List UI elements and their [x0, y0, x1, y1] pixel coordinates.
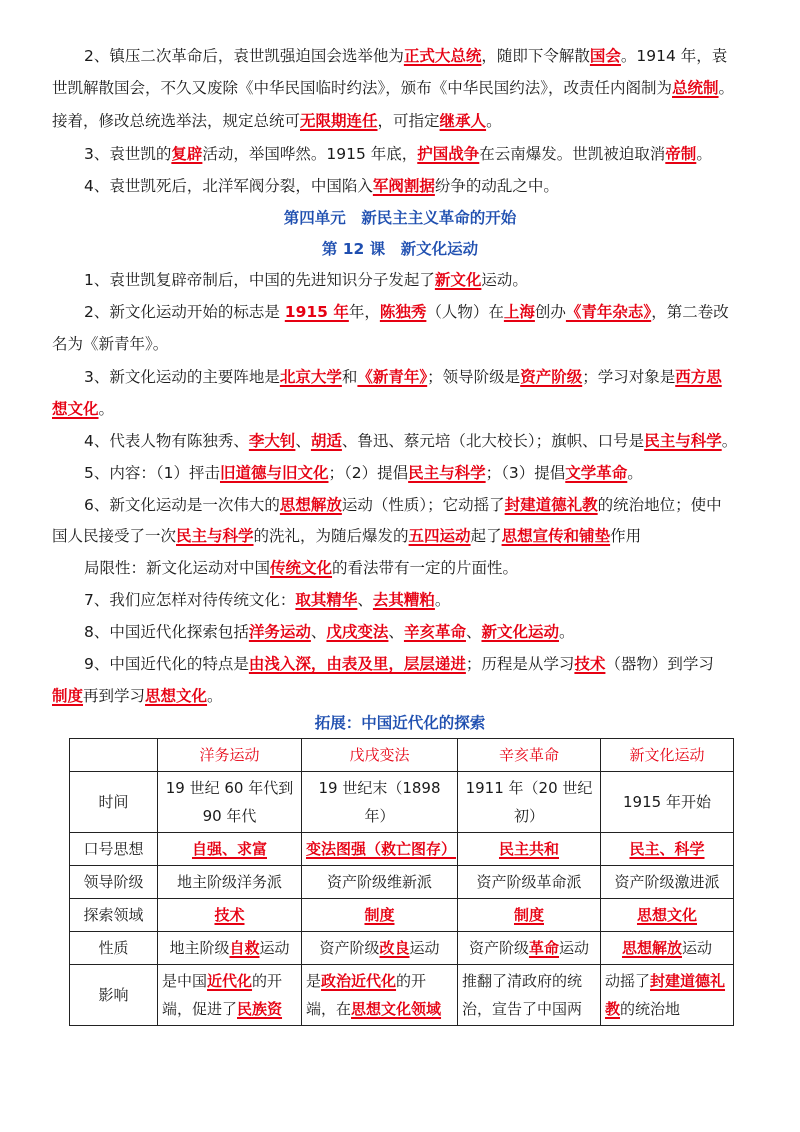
table-cell: 1911 年（20 世纪初） [458, 772, 601, 833]
row-label: 口号思想 [70, 833, 158, 866]
paragraph-2-line-3: 接着，修改总统选举法，规定总统可无限期连任，可指定继承人。 [52, 112, 502, 130]
key-term: 戊戌变法 [326, 623, 389, 641]
key-term: 想文化 [52, 400, 99, 418]
row-label: 领导阶级 [70, 866, 158, 899]
key-term: 五四运动 [408, 527, 471, 545]
key-term: 新文化 [434, 271, 482, 289]
table-cell [158, 833, 302, 866]
table-cell: 动摇了封建道德礼教的统治地 [601, 965, 734, 1026]
key-term: 思想宣传和铺垫 [501, 527, 611, 545]
table-cell [458, 899, 601, 932]
table-row [70, 899, 734, 932]
table-cell: 19 世纪 60 年代到 90 年代 [158, 772, 302, 833]
key-term: 自救 [229, 939, 260, 957]
key-term: 资产阶级 [520, 368, 583, 386]
key-term: 改良 [379, 939, 410, 957]
table-cell: 是政治近代化的开端，在思想文化领域 [302, 965, 458, 1026]
key-term: 文学革命 [565, 464, 628, 482]
table-row [70, 833, 734, 866]
key-term: 制度 [364, 906, 395, 924]
key-term: 旧道德与旧文化 [219, 464, 329, 482]
item-9-line-2: 制度再到学习思想文化。 [52, 687, 223, 705]
key-term: 北京大学 [279, 368, 342, 386]
key-term: 民主与科学 [176, 527, 254, 545]
key-term: 由浅入深，由表及里，层层递进 [248, 655, 466, 673]
key-term: 自强、求富 [191, 840, 267, 858]
item-9-line-1: 9、中国近代化的特点是由浅入深，由表及里，层层递进；历程是从学习技术（器物）到学习 [84, 655, 714, 673]
item-2-line-2: 名为《新青年》。 [52, 335, 169, 353]
key-term: 取其精华 [295, 591, 358, 609]
key-term: 总统制 [672, 79, 719, 97]
key-term: 思想文化 [145, 687, 208, 705]
table-cell [458, 833, 601, 866]
table-cell: 资产阶级维新派 [302, 866, 458, 899]
item-6-limitation: 局限性：新文化运动对中国传统文化的看法带有一定的片面性。 [84, 559, 519, 577]
key-term: 新文化运动 [481, 623, 559, 641]
key-term: 军阀割据 [372, 177, 435, 195]
key-term: 上海 [503, 303, 535, 321]
table-header-cell: 新文化运动 [601, 739, 734, 772]
table-cell: 资产阶级革命运动 [458, 932, 601, 965]
key-term: 洋务运动 [248, 623, 311, 641]
table-cell: 19 世纪末（1898 年） [302, 772, 458, 833]
table-cell [158, 899, 302, 932]
table-cell: 地主阶级洋务派 [158, 866, 302, 899]
key-term: 制度 [52, 687, 84, 705]
key-term: 民主、科学 [629, 840, 705, 858]
row-label: 影响 [70, 965, 158, 1026]
key-term: 《新青年》 [357, 368, 428, 386]
key-term: 1915 年 [284, 303, 349, 321]
modernization-table [69, 738, 734, 1026]
paragraph-3: 3、袁世凯的复辟活动，举国哗然。1915 年底，护国战争在云南爆发。世凯被迫取消帝制。 [84, 145, 712, 163]
key-term: 陈独秀 [379, 303, 427, 321]
unit-title: 第四单元 新民主主义革命的开始 [283, 209, 517, 227]
item-1: 1、袁世凯复辟帝制后，中国的先进知识分子发起了新文化运动。 [84, 271, 528, 289]
row-label: 探索领域 [70, 899, 158, 932]
table-cell [302, 833, 458, 866]
table-header-cell: 辛亥革命 [458, 739, 601, 772]
table-cell [601, 833, 734, 866]
table-title: 拓展：中国近代化的探索 [314, 714, 486, 732]
key-term: 去其糟粕 [372, 591, 435, 609]
item-8: 8、中国近代化探索包括洋务运动、戊戌变法、辛亥革命、新文化运动。 [84, 623, 575, 641]
table-header-cell: 洋务运动 [158, 739, 302, 772]
key-term: 民主与科学 [644, 432, 722, 450]
table-header-cell: 戊戌变法 [302, 739, 458, 772]
item-3-line-1: 3、新文化运动的主要阵地是北京大学和《新青年》；领导阶级是资产阶级；学习对象是西方思 [84, 368, 722, 386]
key-term: 辛亥革命 [403, 623, 466, 641]
table-row [70, 932, 734, 965]
key-term: 思想解放 [621, 939, 682, 957]
key-term: 政治近代化 [321, 972, 397, 990]
table-cell: 1915 年开始 [601, 772, 734, 833]
key-term: 正式大总统 [403, 47, 482, 65]
table-row [70, 866, 734, 899]
key-term: 民族资 [237, 1000, 283, 1018]
paragraph-2-line-2: 世凯解散国会，不久又废除《中华民国临时约法》，颁布《中华民国约法》，改责任内阁制为总统制。 [52, 79, 735, 97]
key-term: 《青年杂志》 [565, 303, 652, 321]
table-cell: 资产阶级改良运动 [302, 932, 458, 965]
row-label: 时间 [70, 772, 158, 833]
table-cell: 资产阶级革命派 [458, 866, 601, 899]
table-row [70, 772, 734, 833]
item-2-line-1: 2、新文化运动开始的标志是 1915 年年，陈独秀（人物）在上海创办《青年杂志》，第二卷改 [84, 303, 729, 321]
table-cell: 推翻了清政府的统治，宣告了中国两 [458, 965, 601, 1026]
paragraph-2-line-1: 2、镇压二次革命后，袁世凯强迫国会选举他为正式大总统，随即下令解散国会。1914 年，袁 [84, 47, 728, 65]
key-term: 继承人 [439, 112, 487, 130]
key-term: 思想文化 [636, 906, 697, 924]
key-term: 无限期连任 [300, 112, 378, 130]
key-term: 护国战争 [417, 145, 480, 163]
key-term: 近代化 [207, 972, 253, 990]
key-term: 民主与科学 [408, 464, 486, 482]
key-term: 思想解放 [279, 496, 342, 514]
key-term: 技术 [214, 906, 245, 924]
row-label: 性质 [70, 932, 158, 965]
item-7: 7、我们应怎样对待传统文化：取其精华、去其糟粕。 [84, 591, 451, 609]
table-cell: 是中国近代化的开端，促进了民族资 [158, 965, 302, 1026]
paragraph-4: 4、袁世凯死后，北洋军阀分裂，中国陷入军阀割据纷争的动乱之中。 [84, 177, 559, 195]
key-term: 变法图强（救亡图存） [306, 840, 457, 858]
table-cell [302, 899, 458, 932]
key-term: 民主共和 [498, 840, 559, 858]
key-term: 西方思 [675, 368, 722, 386]
table-header-cell [70, 739, 158, 772]
key-term: 革命 [528, 939, 559, 957]
item-6-line-2: 国人民接受了一次民主与科学的洗礼，为随后爆发的五四运动起了思想宣传和铺垫作用 [52, 527, 642, 545]
table-cell: 地主阶级自救运动 [158, 932, 302, 965]
table-cell: 资产阶级激进派 [601, 866, 734, 899]
key-term: 帝制 [665, 145, 697, 163]
key-term: 国会 [589, 47, 621, 65]
key-term: 传统文化 [270, 559, 333, 577]
key-term: 思想文化领域 [351, 1000, 442, 1018]
key-term: 李大钊 [248, 432, 296, 450]
item-6-line-1: 6、新文化运动是一次伟大的思想解放运动（性质）；它动摇了封建道德礼教的统治地位；使中 [84, 496, 722, 514]
table-header-row [70, 739, 734, 772]
table-cell: 思想解放运动 [601, 932, 734, 965]
key-term: 封建道德礼教 [605, 972, 726, 1018]
key-term: 技术 [574, 655, 606, 673]
table-row [70, 965, 734, 1026]
item-5: 5、内容：（1）抨击旧道德与旧文化；（2）提倡民主与科学；（3）提倡文学革命。 [84, 464, 643, 482]
key-term: 封建道德礼教 [504, 496, 598, 514]
key-term: 制度 [513, 906, 544, 924]
item-3-line-2: 想文化。 [52, 400, 115, 418]
table-cell [601, 899, 734, 932]
item-4: 4、代表人物有陈独秀、李大钊、胡适、鲁迅、蔡元培（北大校长）；旗帜、口号是民主与科学。 [84, 432, 738, 450]
key-term: 复辟 [171, 145, 203, 163]
key-term: 胡适 [310, 432, 342, 450]
lesson-title: 第 12 课 新文化运动 [321, 240, 479, 258]
